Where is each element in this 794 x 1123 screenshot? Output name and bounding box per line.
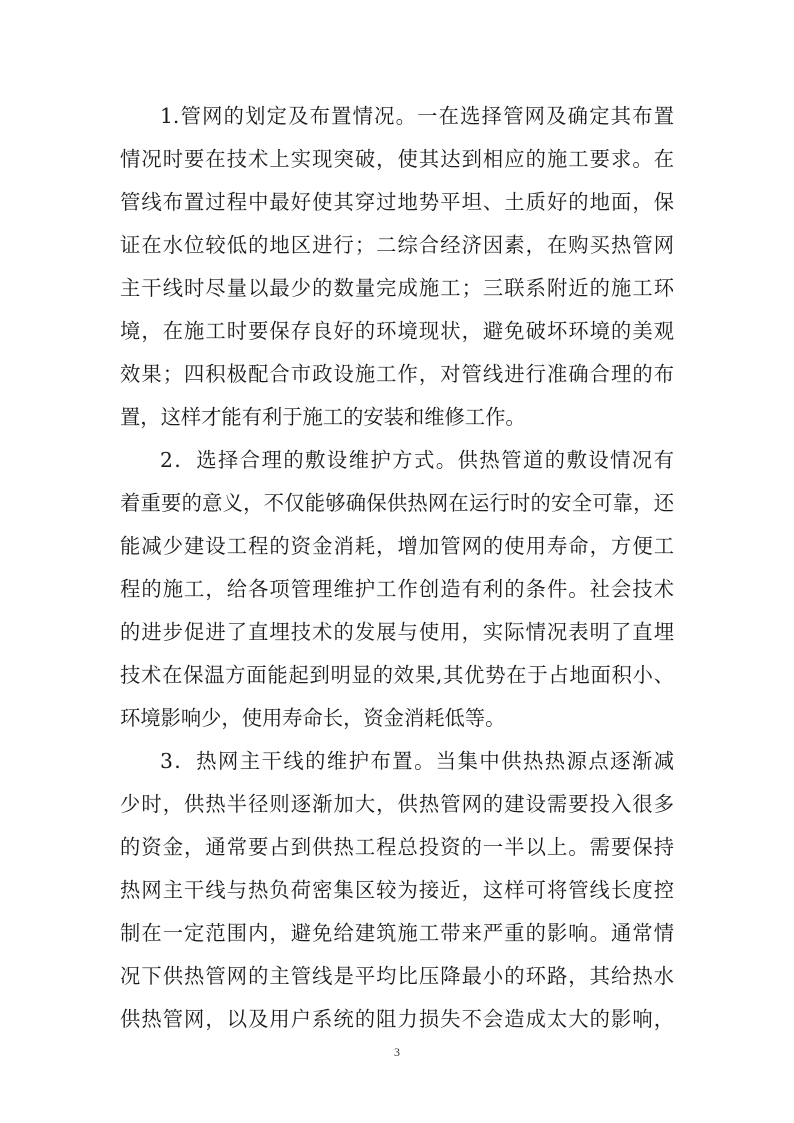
paragraph-2-line-3: 能减少建设工程的资金消耗，增加管网的使用寿命，方便工: [120, 534, 674, 558]
paragraph-2-line-7: 环境影响少，使用寿命长，资金消耗低等。: [120, 706, 506, 730]
paragraph-3-line-4: 热网主干线与热负荷密集区较为接近，这样可将管线长度控: [120, 878, 674, 902]
paragraph-2-line-1: 2．选择合理的敷设维护方式。供热管道的敷设情况有: [160, 448, 674, 472]
paragraph-3-line-5: 制在一定范围内，避免给建筑施工带来严重的影响。通常情: [120, 921, 674, 945]
paragraph-1-line-4: 证在水位较低的地区进行；二综合经济因素，在购买热管网: [120, 233, 674, 257]
paragraph-1-line-2: 情况时要在技术上实现突破，使其达到相应的施工要求。在: [120, 147, 674, 171]
paragraph-3-line-6: 况下供热管网的主管线是平均比压降最小的环路，其给热水: [120, 964, 674, 988]
paragraph-1-line-7: 效果；四积极配合市政设施工作，对管线进行准确合理的布: [120, 362, 674, 386]
paragraph-1-line-8: 置，这样才能有利于施工的安装和维修工作。: [120, 405, 526, 429]
paragraph-2-line-5: 的进步促进了直埋技术的发展与使用，实际情况表明了直埋: [120, 620, 674, 644]
page-number: 3: [394, 1045, 400, 1059]
paragraph-3-line-3: 的资金，通常要占到供热工程总投资的一半以上。需要保持: [120, 835, 674, 859]
paragraph-3-line-2: 少时，供热半径则逐渐加大，供热管网的建设需要投入很多: [120, 792, 674, 816]
paragraph-1-line-3: 管线布置过程中最好使其穿过地势平坦、土质好的地面，保: [120, 190, 674, 214]
paragraph-3-line-7: 供热管网，以及用户系统的阻力损失不会造成太大的影响，: [120, 1007, 674, 1031]
paragraph-3-line-1: 3．热网主干线的维护布置。当集中供热热源点逐渐减: [160, 749, 674, 773]
paragraph-1-line-5: 主干线时尽量以最少的数量完成施工；三联系附近的施工环: [120, 276, 674, 300]
paragraph-1-line-6: 境，在施工时要保存良好的环境现状，避免破坏环境的美观: [120, 319, 674, 343]
paragraph-1-line-1: 1.管网的划定及布置情况。一在选择管网及确定其布置: [160, 104, 674, 128]
paragraph-2-line-2: 着重要的意义，不仅能够确保供热网在运行时的安全可靠，还: [120, 491, 674, 515]
paragraph-2-line-6: 技术在保温方面能起到明显的效果,其优势在于占地面积小、: [120, 663, 674, 687]
paragraph-2-line-4: 程的施工，给各项管理维护工作创造有利的条件。社会技术: [120, 577, 674, 601]
